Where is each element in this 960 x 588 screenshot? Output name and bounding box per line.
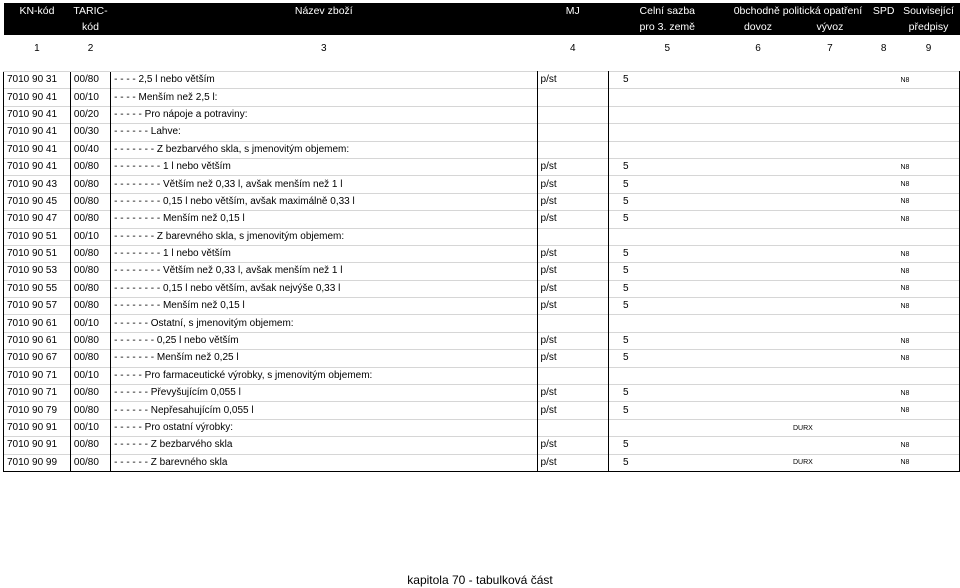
unit-cell: p/st: [537, 350, 609, 367]
taric-code-cell: 00/80: [70, 245, 110, 262]
duty-rate-cell: 5: [609, 193, 726, 210]
spd-cell: [870, 106, 898, 123]
description-cell: - - - - Menším než 2,5 l:: [111, 89, 537, 106]
kn-code-cell: 7010 90 43: [4, 176, 71, 193]
related-regulation-cell: N8: [897, 332, 959, 349]
description-cell: - - - - - - - - Větším než 0,33 l, avšak menším než 1 l: [111, 263, 537, 280]
taric-code-cell: 00/80: [70, 454, 110, 471]
table-row: [4, 245, 960, 262]
duty-rate-cell: 5: [609, 72, 726, 89]
header-row-2: [4, 19, 960, 35]
colnum-3: 3: [321, 43, 327, 54]
export-measure-cell: [790, 89, 870, 106]
import-measure-cell: [726, 367, 790, 384]
duty-rate-cell: 5: [609, 263, 726, 280]
related-regulation-cell: N8: [897, 280, 959, 297]
related-regulation-cell: [897, 228, 959, 245]
taric-code-cell: 00/80: [70, 350, 110, 367]
export-measure-cell: [790, 124, 870, 141]
unit-cell: [537, 315, 609, 332]
unit-cell: p/st: [537, 298, 609, 315]
related-regulation-cell: N8: [897, 72, 959, 89]
taric-code-cell: 00/80: [70, 385, 110, 402]
taric-code-cell: 00/10: [70, 419, 110, 436]
unit-cell: p/st: [537, 385, 609, 402]
description-cell: - - - - - - - - 1 l nebo větším: [111, 245, 537, 262]
table-row: [4, 367, 960, 384]
table-row: [4, 263, 960, 280]
export-measure-cell: [790, 228, 870, 245]
related-regulation-cell: N8: [897, 158, 959, 175]
header-2-dovoz: dovoz: [726, 19, 790, 35]
table-row: [4, 402, 960, 419]
unit-cell: p/st: [537, 332, 609, 349]
unit-cell: [537, 419, 609, 436]
export-measure-cell: [790, 158, 870, 175]
related-regulation-cell: N8: [897, 245, 959, 262]
related-regulation-cell: N8: [897, 402, 959, 419]
description-cell: - - - - - - Nepřesahujícím 0,055 l: [111, 402, 537, 419]
import-measure-cell: [726, 263, 790, 280]
unit-cell: p/st: [537, 280, 609, 297]
export-measure-cell: [790, 437, 870, 454]
spd-cell: [870, 419, 898, 436]
unit-cell: p/st: [537, 158, 609, 175]
import-measure-cell: [726, 228, 790, 245]
taric-code-cell: 00/80: [70, 176, 110, 193]
colnum-7: 7: [827, 43, 833, 54]
export-measure-cell: [790, 280, 870, 297]
related-regulation-cell: N8: [897, 437, 959, 454]
table-row: [4, 211, 960, 228]
export-measure-cell: [790, 367, 870, 384]
description-cell: - - - - - - - Z barevného skla, s jmenovitým objemem:: [111, 228, 537, 245]
header-2-vyvoz: vývoz: [790, 19, 870, 35]
spd-cell: [870, 350, 898, 367]
unit-cell: [537, 89, 609, 106]
kn-code-cell: 7010 90 79: [4, 402, 71, 419]
table-row: [4, 158, 960, 175]
table-row: [4, 385, 960, 402]
colnum-4: 4: [570, 43, 576, 54]
kn-code-cell: 7010 90 41: [4, 124, 71, 141]
related-regulation-cell: [897, 106, 959, 123]
unit-cell: p/st: [537, 193, 609, 210]
table-row: [4, 72, 960, 89]
header-row-1: [4, 3, 960, 19]
unit-cell: p/st: [537, 211, 609, 228]
spd-cell: [870, 263, 898, 280]
import-measure-cell: [726, 89, 790, 106]
export-measure-cell: DURX: [790, 419, 870, 436]
table-row: [4, 280, 960, 297]
taric-code-cell: 00/10: [70, 228, 110, 245]
spd-cell: [870, 211, 898, 228]
import-measure-cell: [726, 402, 790, 419]
description-cell: - - - - - - - Menším než 0,25 l: [111, 350, 537, 367]
spd-cell: [870, 89, 898, 106]
table-row: [4, 106, 960, 123]
colnum-5: 5: [664, 43, 671, 54]
kn-code-cell: 7010 90 51: [4, 228, 71, 245]
table-row: [4, 454, 960, 471]
taric-code-cell: 00/20: [70, 106, 110, 123]
taric-code-cell: 00/80: [70, 280, 110, 297]
header-2-spd: [870, 19, 898, 35]
taric-code-cell: 00/80: [70, 193, 110, 210]
related-regulation-cell: [897, 89, 959, 106]
export-measure-cell: [790, 332, 870, 349]
taric-code-cell: 00/10: [70, 315, 110, 332]
spd-cell: [870, 72, 898, 89]
import-measure-cell: [726, 176, 790, 193]
kn-code-cell: 7010 90 61: [4, 315, 71, 332]
header-2-nazev: [111, 19, 537, 35]
export-measure-cell: [790, 385, 870, 402]
export-measure-cell: [790, 72, 870, 89]
kn-code-cell: 7010 90 67: [4, 350, 71, 367]
unit-cell: [537, 228, 609, 245]
tariff-table: [3, 3, 960, 472]
taric-code-cell: 00/80: [70, 158, 110, 175]
duty-rate-cell: [609, 124, 726, 141]
colnum-6: 6: [755, 43, 761, 54]
export-measure-cell: [790, 245, 870, 262]
description-cell: - - - - - - Lahve:: [111, 124, 537, 141]
import-measure-cell: [726, 350, 790, 367]
unit-cell: p/st: [537, 437, 609, 454]
duty-rate-cell: [609, 141, 726, 158]
description-cell: - - - - - - - - 0,15 l nebo větším, avšak nejvýše 0,33 l: [111, 280, 537, 297]
export-measure-cell: [790, 298, 870, 315]
import-measure-cell: [726, 245, 790, 262]
page-footer: kapitola 70 - tabulková část: [407, 573, 553, 587]
taric-code-cell: 00/80: [70, 72, 110, 89]
export-measure-cell: [790, 176, 870, 193]
duty-rate-cell: [609, 367, 726, 384]
header-2-kod: kód: [70, 19, 110, 35]
header-2-treti-zeme: pro 3. země: [609, 19, 726, 35]
duty-rate-cell: [609, 419, 726, 436]
spd-cell: [870, 437, 898, 454]
header-spd: SPD: [870, 3, 898, 19]
table-row: [4, 437, 960, 454]
description-cell: - - - - - - Z barevného skla: [111, 454, 537, 471]
spacer-row: [4, 63, 960, 72]
description-cell: - - - - - - - - 0,15 l nebo větším, avšak maximálně 0,33 l: [111, 193, 537, 210]
import-measure-cell: [726, 385, 790, 402]
duty-rate-cell: [609, 89, 726, 106]
spd-cell: [870, 385, 898, 402]
kn-code-cell: 7010 90 91: [4, 419, 71, 436]
related-regulation-cell: N8: [897, 193, 959, 210]
related-regulation-cell: N8: [897, 385, 959, 402]
header-2-mj: [537, 19, 609, 35]
related-regulation-cell: [897, 367, 959, 384]
related-regulation-cell: N8: [897, 176, 959, 193]
kn-code-cell: 7010 90 61: [4, 332, 71, 349]
header-2-predpisy: předpisy: [897, 19, 959, 35]
kn-code-cell: 7010 90 51: [4, 245, 71, 262]
kn-code-cell: 7010 90 71: [4, 385, 71, 402]
description-cell: - - - - - - - - Menším než 0,15 l: [111, 211, 537, 228]
related-regulation-cell: [897, 141, 959, 158]
table-row: [4, 315, 960, 332]
taric-code-cell: 00/40: [70, 141, 110, 158]
description-cell: - - - - - - Z bezbarvého skla: [111, 437, 537, 454]
description-cell: - - - - - - - 0,25 l nebo větším: [111, 332, 537, 349]
description-cell: - - - - - Pro nápoje a potraviny:: [111, 106, 537, 123]
taric-code-cell: 00/80: [70, 437, 110, 454]
unit-cell: [537, 106, 609, 123]
export-measure-cell: [790, 106, 870, 123]
spd-cell: [870, 193, 898, 210]
kn-code-cell: 7010 90 99: [4, 454, 71, 471]
kn-code-cell: 7010 90 41: [4, 89, 71, 106]
taric-code-cell: 00/80: [70, 298, 110, 315]
description-cell: - - - - - - - - Větším než 0,33 l, avšak menším než 1 l: [111, 176, 537, 193]
header-opatreni: 0bchodně politická opatření: [726, 3, 870, 19]
import-measure-cell: [726, 419, 790, 436]
import-measure-cell: [726, 193, 790, 210]
import-measure-cell: [726, 211, 790, 228]
unit-cell: [537, 141, 609, 158]
import-measure-cell: [726, 106, 790, 123]
description-cell: - - - - - - Ostatní, s jmenovitým objemem:: [111, 315, 537, 332]
taric-code-cell: 00/80: [70, 332, 110, 349]
import-measure-cell: [726, 437, 790, 454]
import-measure-cell: [726, 141, 790, 158]
header-sazba: Celní sazba: [609, 3, 726, 19]
duty-rate-cell: 5: [609, 350, 726, 367]
spd-cell: [870, 367, 898, 384]
table-row: [4, 141, 960, 158]
table-row: [4, 228, 960, 245]
kn-code-cell: 7010 90 41: [4, 141, 71, 158]
related-regulation-cell: N8: [897, 263, 959, 280]
header-2-kn: [4, 19, 71, 35]
description-cell: - - - - - Pro ostatní výrobky:: [111, 419, 537, 436]
taric-code-cell: 00/10: [70, 367, 110, 384]
table-row: [4, 419, 960, 436]
import-measure-cell: [726, 280, 790, 297]
table-row: [4, 89, 960, 106]
export-measure-cell: [790, 350, 870, 367]
export-measure-cell: DURX: [790, 454, 870, 471]
header-taric: TARIC-: [70, 3, 110, 19]
unit-cell: p/st: [537, 454, 609, 471]
kn-code-cell: 7010 90 41: [4, 158, 71, 175]
taric-code-cell: 00/80: [70, 263, 110, 280]
description-cell: - - - - - - - - Menším než 0,15 l: [111, 298, 537, 315]
kn-code-cell: 7010 90 57: [4, 298, 71, 315]
taric-code-cell: 00/80: [70, 402, 110, 419]
duty-rate-cell: 5: [609, 402, 726, 419]
import-measure-cell: [726, 315, 790, 332]
unit-cell: p/st: [537, 263, 609, 280]
duty-rate-cell: 5: [609, 385, 726, 402]
duty-rate-cell: [609, 315, 726, 332]
import-measure-cell: [726, 332, 790, 349]
unit-cell: p/st: [537, 176, 609, 193]
taric-code-cell: 00/80: [70, 211, 110, 228]
duty-rate-cell: 5: [609, 211, 726, 228]
related-regulation-cell: N8: [897, 454, 959, 471]
colnum-2: 2: [87, 43, 94, 54]
related-regulation-cell: N8: [897, 350, 959, 367]
related-regulation-cell: [897, 315, 959, 332]
header-mj: MJ: [537, 3, 609, 19]
duty-rate-cell: 5: [609, 298, 726, 315]
kn-code-cell: 7010 90 55: [4, 280, 71, 297]
table-row: [4, 124, 960, 141]
kn-code-cell: 7010 90 41: [4, 106, 71, 123]
related-regulation-cell: [897, 124, 959, 141]
related-regulation-cell: [897, 419, 959, 436]
spd-cell: [870, 228, 898, 245]
description-cell: - - - - - - - - 1 l nebo větším: [111, 158, 537, 175]
spd-cell: [870, 332, 898, 349]
spd-cell: [870, 158, 898, 175]
spd-cell: [870, 280, 898, 297]
unit-cell: [537, 367, 609, 384]
description-cell: - - - - - - Převyšujícím 0,055 l: [111, 385, 537, 402]
duty-rate-cell: 5: [609, 176, 726, 193]
import-measure-cell: [726, 298, 790, 315]
export-measure-cell: [790, 211, 870, 228]
import-measure-cell: [726, 72, 790, 89]
spd-cell: [870, 298, 898, 315]
duty-rate-cell: [609, 228, 726, 245]
kn-code-cell: 7010 90 53: [4, 263, 71, 280]
kn-code-cell: 7010 90 47: [4, 211, 71, 228]
duty-rate-cell: 5: [609, 245, 726, 262]
unit-cell: p/st: [537, 72, 609, 89]
description-cell: - - - - - - - Z bezbarvého skla, s jmenovitým objemem:: [111, 141, 537, 158]
duty-rate-cell: 5: [609, 437, 726, 454]
import-measure-cell: [726, 124, 790, 141]
description-cell: - - - - 2,5 l nebo větším: [111, 72, 537, 89]
header-souvisejici: Související: [897, 3, 959, 19]
description-cell: - - - - - Pro farmaceutické výrobky, s jmenovitým objemem:: [111, 367, 537, 384]
table-row: [4, 298, 960, 315]
header-nazev: Název zboží: [111, 3, 537, 19]
related-regulation-cell: N8: [897, 298, 959, 315]
header-kn: KN-kód: [4, 3, 71, 19]
table-row: [4, 350, 960, 367]
table-row: [4, 193, 960, 210]
spd-cell: [870, 245, 898, 262]
kn-code-cell: 7010 90 45: [4, 193, 71, 210]
export-measure-cell: [790, 263, 870, 280]
unit-cell: p/st: [537, 402, 609, 419]
taric-code-cell: 00/30: [70, 124, 110, 141]
import-measure-cell: [726, 158, 790, 175]
related-regulation-cell: N8: [897, 211, 959, 228]
kn-code-cell: 7010 90 91: [4, 437, 71, 454]
export-measure-cell: [790, 141, 870, 158]
duty-rate-cell: [609, 106, 726, 123]
column-number-row: [4, 35, 960, 63]
unit-cell: [537, 124, 609, 141]
spd-cell: [870, 454, 898, 471]
export-measure-cell: [790, 402, 870, 419]
spd-cell: [870, 176, 898, 193]
import-measure-cell: [726, 454, 790, 471]
taric-code-cell: 00/10: [70, 89, 110, 106]
export-measure-cell: [790, 315, 870, 332]
spd-cell: [870, 141, 898, 158]
spd-cell: [870, 315, 898, 332]
duty-rate-cell: 5: [609, 332, 726, 349]
table-row: [4, 332, 960, 349]
spd-cell: [870, 124, 898, 141]
export-measure-cell: [790, 193, 870, 210]
colnum-9: 9: [925, 43, 932, 54]
duty-rate-cell: 5: [609, 280, 726, 297]
duty-rate-cell: 5: [609, 158, 726, 175]
table-row: [4, 176, 960, 193]
colnum-1: 1: [34, 43, 40, 54]
spd-cell: [870, 402, 898, 419]
kn-code-cell: 7010 90 71: [4, 367, 71, 384]
kn-code-cell: 7010 90 31: [4, 72, 71, 89]
colnum-8: 8: [880, 43, 887, 54]
unit-cell: p/st: [537, 245, 609, 262]
duty-rate-cell: 5: [609, 454, 726, 471]
